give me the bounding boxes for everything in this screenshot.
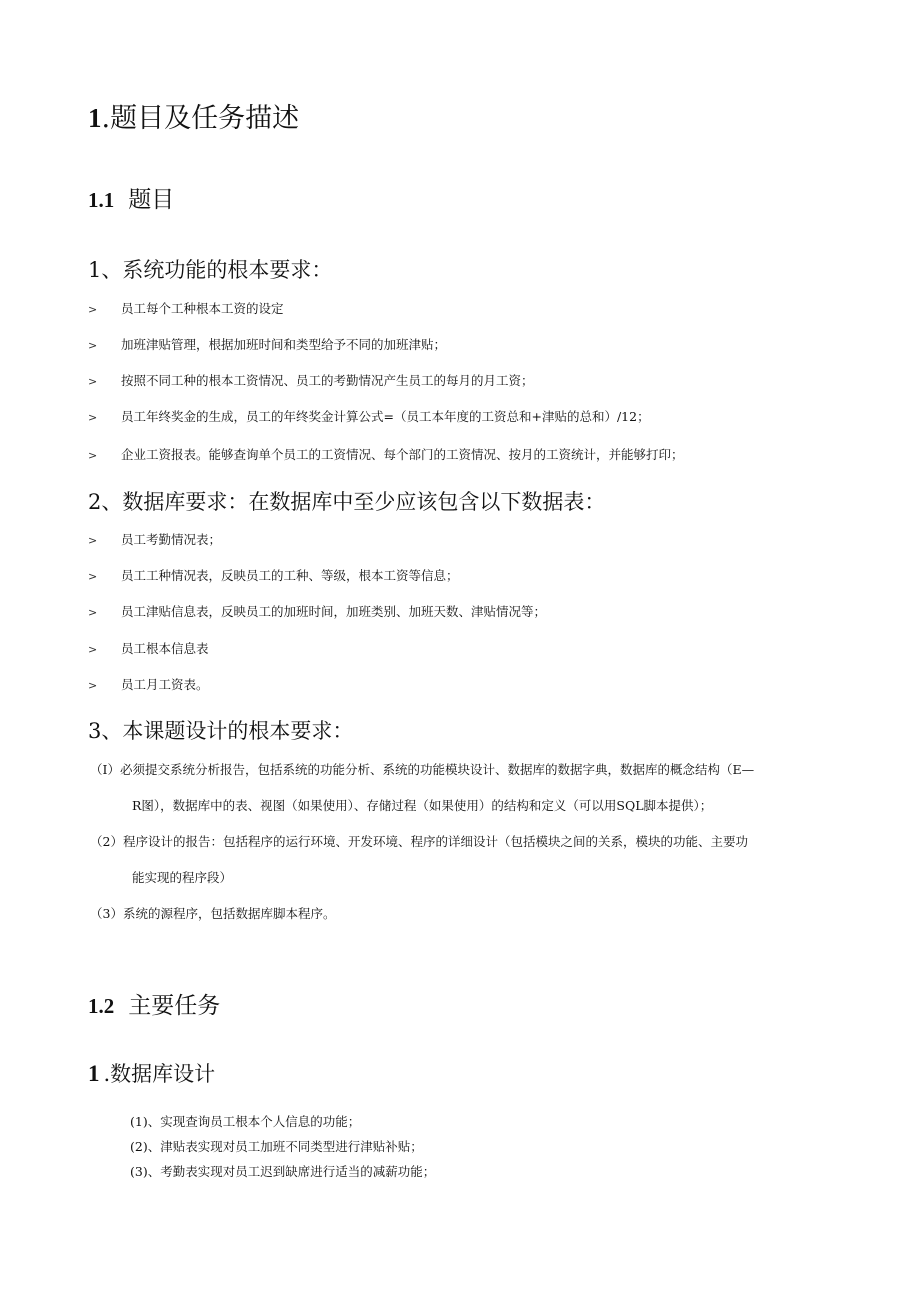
section-1-1-title: 题目 xyxy=(128,187,175,213)
bullet-arrow-icon: > xyxy=(88,570,98,583)
req3-paragraph-2-line-1: （2）程序设计的报告：包括程序的运行环境、开发环境、程序的详细设计（包括模块之间的关系，模块的功能、主要功 xyxy=(90,834,748,849)
section-1-2-heading xyxy=(88,989,220,1023)
list-item: > 员工月工资表。 xyxy=(88,675,209,696)
list-item: > 员工根本信息表 xyxy=(88,639,209,660)
section-1-1-number: 1.1 xyxy=(88,188,115,212)
bullet-arrow-icon: > xyxy=(88,606,98,619)
list-item: > 员工津贴信息表，反映员工的加班时间，加班类别、加班天数、津贴情况等； xyxy=(88,602,546,623)
section-1-2-title: 主要任务 xyxy=(128,993,221,1019)
list-item: > 企业工资报表。能够查询单个员工的工资情况、每个部门的工资情况、按月的工资统计，并能够打印； xyxy=(88,445,684,466)
chapter-title: .题目及任务描述 xyxy=(101,103,300,134)
list-item: > 员工年终奖金的生成，员工的年终奖金计算公式=（员工本年度的工资总和+津贴的总和）/12； xyxy=(88,407,650,428)
chapter-heading xyxy=(88,98,299,139)
list-item: > 员工每个工种根本工资的设定 xyxy=(88,299,284,320)
bullet-arrow-icon: > xyxy=(88,643,98,656)
list-item: > 员工工种情况表，反映员工的工种、等级，根本工资等信息； xyxy=(88,566,459,587)
req2-title: 2、数据库要求：在数据库中至少应该包含以下数据表： xyxy=(88,490,606,514)
bullet-arrow-icon: > xyxy=(88,679,98,692)
req3-paragraph-1-line-2: R图），数据库中的表、视图（如果使用）、存储过程（如果使用）的结构和定义（可以用SQL脚本提供）； xyxy=(132,798,713,813)
req3-title: 3、本课题设计的根本要求： xyxy=(88,719,354,743)
section-1-1-heading xyxy=(88,183,174,217)
bullet-arrow-icon: > xyxy=(88,411,98,424)
bullet-arrow-icon: > xyxy=(88,375,98,388)
task1-title: .数据库设计 xyxy=(103,1062,216,1086)
bullet-arrow-icon: > xyxy=(88,449,98,462)
list-item: > 员工考勤情况表； xyxy=(88,530,221,551)
task1-number: 1 xyxy=(88,1061,100,1086)
req3-paragraph-3: （3）系统的源程序，包括数据库脚本程序。 xyxy=(90,906,336,921)
bullet-arrow-icon: > xyxy=(88,303,98,316)
bullet-arrow-icon: > xyxy=(88,534,98,547)
req3-paragraph-1-line-1: （I）必须提交系统分析报告，包括系统的功能分析、系统的功能模块设计、数据库的数据字典，数据库的概念结构（E— xyxy=(90,762,755,777)
bullet-arrow-icon: > xyxy=(88,339,98,352)
chapter-number: 1 xyxy=(88,103,102,133)
list-item: (2)、津贴表实现对员工加班不同类型进行津贴补贴； xyxy=(130,1139,423,1154)
list-item: (3)、考勤表实现对员工迟到缺席进行适当的减薪功能； xyxy=(130,1164,436,1179)
section-1-2-number: 1.2 xyxy=(88,994,115,1018)
list-item: > 按照不同工种的根本工资情况、员工的考勤情况产生员工的每月的月工资； xyxy=(88,371,534,392)
list-item: (1)、实现查询员工根本个人信息的功能； xyxy=(130,1114,361,1129)
req3-paragraph-2-line-2: 能实现的程序段） xyxy=(132,870,233,885)
task1-heading xyxy=(88,1058,215,1090)
req1-title: 1、系统功能的根本要求： xyxy=(88,258,333,282)
list-item: > 加班津贴管理，根据加班时间和类型给予不同的加班津贴； xyxy=(88,335,446,356)
